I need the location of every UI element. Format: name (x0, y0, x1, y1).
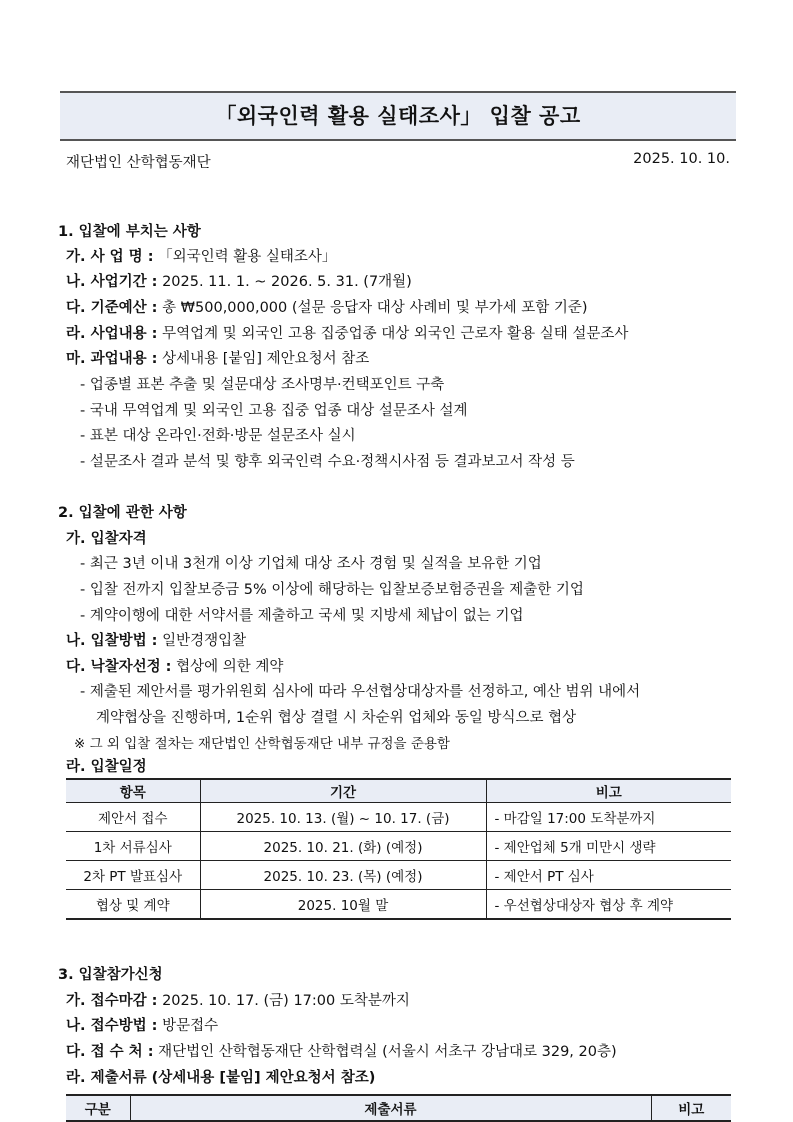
qualification-label: 가. 입찰자격 (66, 531, 147, 547)
section-2-heading: 2. 입찰에 관한 사항 (58, 505, 187, 521)
schedule-item: 2차 PT 발표심사 (66, 861, 200, 890)
schedule-remark: - 마감일 17:00 도착분까지 (486, 803, 731, 832)
bid-method-label: 나. 입찰방법 : (66, 633, 158, 649)
schedule-period: 2025. 10. 13. (월) ~ 10. 17. (금) (200, 803, 486, 832)
column-header: 구분 (66, 1095, 130, 1121)
project-name-row (66, 245, 336, 266)
project-content-value: 무역업계 및 외국인 고용 집중업종 대상 외국인 근로자 활용 실태 설문조사 (162, 326, 629, 342)
organization-name: 재단법인 산학협동재단 (66, 155, 211, 171)
qualification-item: - 계약이행에 대한 서약서를 제출하고 국세 및 지방세 체납이 없는 기업 (80, 608, 524, 624)
table-header-row (66, 779, 731, 803)
table-row (66, 803, 731, 832)
schedule-period: 2025. 10월 말 (200, 890, 486, 920)
task-item: - 업종별 표본 추출 및 설문대상 조사명부·컨택포인트 구축 (80, 377, 445, 393)
winner-selection-label: 다. 낙찰자선정 : (66, 659, 172, 675)
announcement-date: 2025. 10. 10. (633, 151, 730, 167)
submission-method-value: 방문접수 (162, 1018, 219, 1034)
selection-detail: - 제출된 제안서를 평가위원회 심사에 따라 우선협상대상자를 선정하고, 예산 범위 내에서 (80, 684, 641, 700)
schedule-item: 협상 및 계약 (66, 890, 200, 920)
section-3-heading: 3. 입찰참가신청 (58, 967, 163, 983)
deadline-row (66, 989, 410, 1010)
procedure-note: ※ 그 외 입찰 절차는 재단법인 산학협동재단 내부 규정을 준용함 (74, 736, 450, 752)
project-content-label: 라. 사업내용 : (66, 326, 158, 342)
schedule-table (66, 778, 731, 920)
winner-selection-value: 협상에 의한 계약 (176, 659, 284, 675)
schedule-item: 1차 서류심사 (66, 832, 200, 861)
column-header: 항목 (66, 779, 200, 803)
table-header-row (66, 1095, 731, 1121)
project-name-label: 가. 사 업 명 : (66, 249, 154, 265)
documents-table (66, 1094, 731, 1122)
task-item: - 설문조사 결과 분석 및 향후 외국인력 수요·정책시사점 등 결과보고서 작성 등 (80, 454, 575, 470)
schedule-item: 제안서 접수 (66, 803, 200, 832)
bid-method-row (66, 629, 246, 650)
schedule-period: 2025. 10. 23. (목) (예정) (200, 861, 486, 890)
submission-place-row (66, 1040, 617, 1061)
task-content-label: 마. 과업내용 : (66, 351, 158, 367)
budget-row (66, 296, 588, 317)
project-period-label: 나. 사업기간 : (66, 274, 158, 290)
project-name-value: 「외국인력 활용 실태조사」 (158, 249, 337, 265)
page-title: 「외국인력 활용 실태조사」 입찰 공고 (215, 104, 581, 128)
project-period-row (66, 270, 412, 291)
title-banner (60, 91, 736, 141)
column-header: 비고 (486, 779, 731, 803)
table-row (66, 832, 731, 861)
deadline-value: 2025. 10. 17. (금) 17:00 도착분까지 (162, 993, 410, 1009)
schedule-period: 2025. 10. 21. (화) (예정) (200, 832, 486, 861)
schedule-remark: - 제안서 PT 심사 (486, 861, 731, 890)
schedule-label: 라. 입찰일정 (66, 759, 147, 775)
schedule-remark: - 우선협상대상자 협상 후 계약 (486, 890, 731, 920)
budget-value: 총 ₩500,000,000 (설문 응답자 대상 사례비 및 부가세 포함 기준) (162, 300, 588, 316)
column-header: 기간 (200, 779, 486, 803)
column-header: 제출서류 (130, 1095, 651, 1121)
table-row (66, 890, 731, 920)
submission-method-row (66, 1014, 218, 1035)
task-item: - 표본 대상 온라인·전화·방문 설문조사 실시 (80, 428, 356, 444)
bid-method-value: 일반경쟁입찰 (162, 633, 247, 649)
winner-selection-row (66, 655, 283, 676)
submission-place-label: 다. 접 수 처 : (66, 1044, 154, 1060)
submission-place-value: 재단법인 산학협동재단 산학협력실 (서울시 서초구 강남대로 329, 20층) (158, 1044, 617, 1060)
task-content-row (66, 347, 369, 368)
project-content-row (66, 322, 628, 343)
section-1-heading: 1. 입찰에 부치는 사항 (58, 224, 201, 240)
schedule-remark: - 제안업체 5개 미만시 생략 (486, 832, 731, 861)
task-content-value: 상세내용 [붙임] 제안요청서 참조 (162, 351, 370, 367)
task-item: - 국내 무역업계 및 외국인 고용 집중 업종 대상 설문조사 설계 (80, 403, 468, 419)
qualification-item: - 입찰 전까지 입찰보증금 5% 이상에 해당하는 입찰보증보험증권을 제출한 기업 (80, 582, 584, 598)
deadline-label: 가. 접수마감 : (66, 993, 158, 1009)
project-period-value: 2025. 11. 1. ~ 2026. 5. 31. (7개월) (162, 274, 412, 290)
column-header: 비고 (651, 1095, 731, 1121)
table-row (66, 861, 731, 890)
selection-detail: 계약협상을 진행하며, 1순위 협상 결렬 시 차순위 업체와 동일 방식으로 협상 (96, 710, 577, 726)
qualification-item: - 최근 3년 이내 3천개 이상 기업체 대상 조사 경험 및 실적을 보유한 기업 (80, 556, 542, 572)
budget-label: 다. 기준예산 : (66, 300, 158, 316)
documents-label: 라. 제출서류 (상세내용 [붙임] 제안요청서 참조) (66, 1070, 376, 1086)
submission-method-label: 나. 접수방법 : (66, 1018, 158, 1034)
